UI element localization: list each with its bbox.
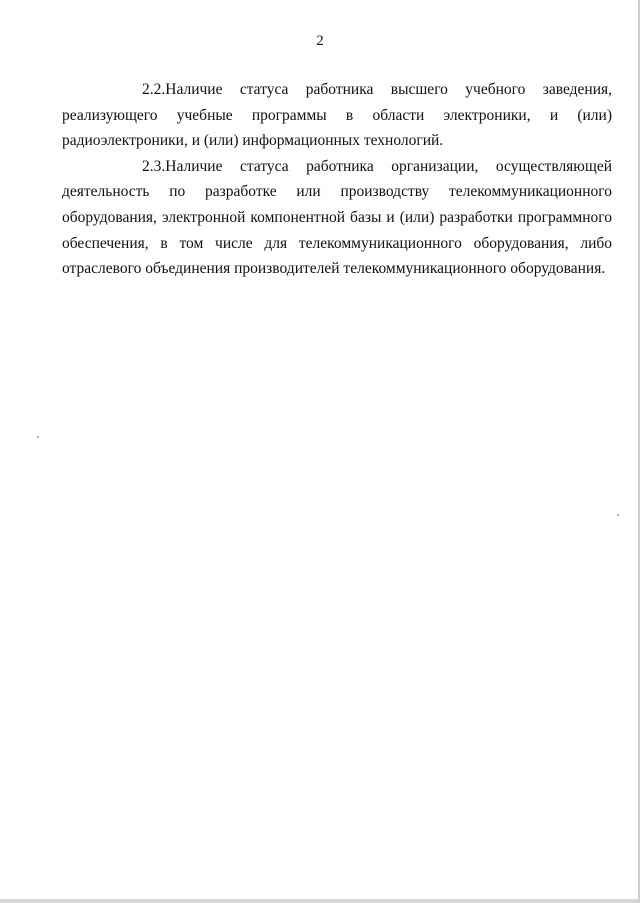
paragraph-2-2 — [62, 77, 612, 154]
scan-speck — [37, 436, 39, 438]
paragraph-text: Наличие статуса работника организации, осуществляющей деятельность по разработке или производству телекоммуникационного оборудования, электронной компонентной базы и (или) разработки программного обеспечения, в том числе для телекоммуникационного оборудования, либо отраслевого объединения производителей телекоммуникационного оборудования. — [62, 157, 612, 278]
paragraph-number: 2.2. — [142, 81, 166, 98]
scan-speck — [617, 514, 619, 516]
paragraph-2-3 — [62, 154, 612, 282]
page-number: 2 — [316, 33, 324, 49]
paragraph-text: Наличие статуса работника высшего учебного заведения, реализующего учебные программы в области электроники, и (или) радиоэлектроники, и (или) информационных технологий. — [62, 81, 612, 150]
scan-bottom-edge — [0, 899, 640, 903]
paragraph-number: 2.3. — [142, 157, 166, 175]
document-body — [62, 77, 612, 282]
